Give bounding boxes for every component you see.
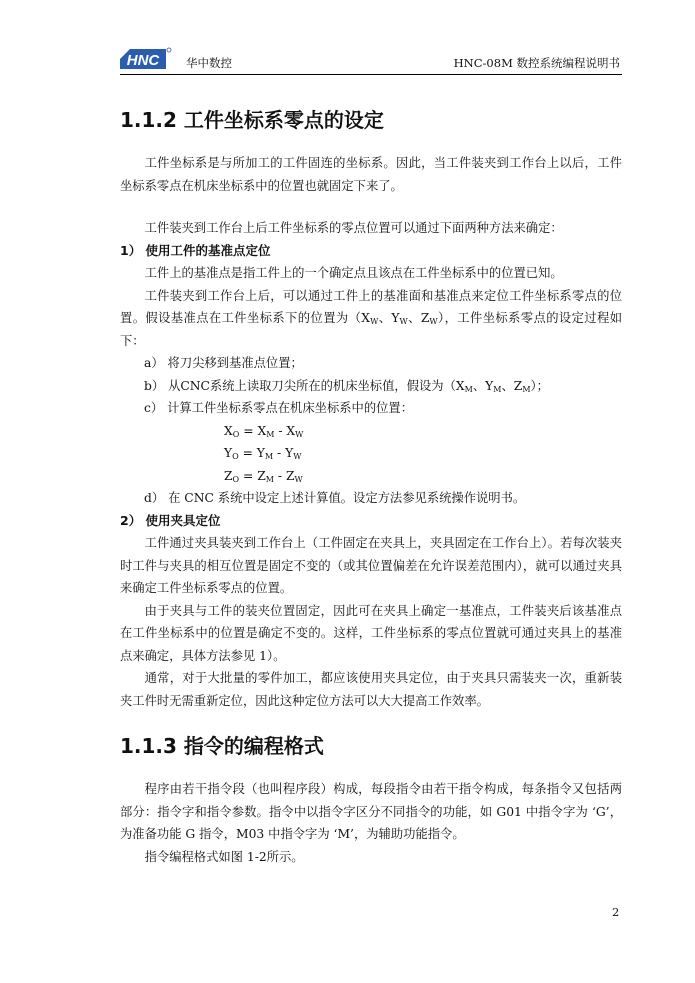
paragraph: 工件上的基准点是指工件上的一个确定点且该点在工件坐标系中的位置已知。 (144, 266, 563, 280)
step-d: d） 在 CNC 系统中设定上述计算值。设定方法参见系统操作说明书。 (144, 491, 526, 505)
section-heading-1-1-2: 1.1.2 工件坐标系零点的设定 (120, 108, 384, 132)
logo-text: HNC (126, 52, 160, 69)
page-header (120, 46, 622, 75)
page-content (120, 96, 622, 868)
section-heading-1-1-3: 1.1.3 指令的编程格式 (120, 734, 324, 758)
paragraph: 工件坐标系是与所加工的工件固连的坐标系。因此，当工件装夹到工作台上以后，工件坐标系零点在机床坐标系中的位置也就固定下来了。 (120, 156, 622, 193)
paragraph: 程序由若干指令段（也叫程序段）构成，每段指令由若干指令构成，每条指令又包括两部分：指令字和指令参数。指令中以指令字区分不同指令的功能，如 G01 中指令字为 ‘G’，为准备功能 G 指令，M03 中指令字为 ‘M’，为辅助功能指令。 (120, 782, 622, 841)
subsection-title: 1） 使用工件的基准点定位 (120, 242, 271, 258)
manual-title: HNC-08M 数控系统编程说明书 (453, 56, 620, 70)
paragraph: 由于夹具与工件的装夹位置固定，因此可在夹具上确定一基准点，工件装夹后该基准点在工件坐标系中的位置是确定不变的。这样，工件坐标系的零点位置就可通过夹具上的基准点来确定，具体方法参见 1）。 (120, 603, 622, 663)
paragraph: 工件装夹到工作台上后，可以通过工件上的基准面和基准点来定位工件坐标系零点的位置。假设基准点在工件坐标系下的位置为（$X_W$、$Y_W$、$Z_W$），工件坐标系零点的设定过程如下： (120, 288, 623, 348)
paragraph: 指令编程格式如图 1-2所示。 (144, 849, 304, 864)
paragraph: 工件通过夹具装夹到工作台上（工件固定在夹具上，夹具固定在工作台上）。若每次装夹时工件与夹具的相互位置是固定不变的（或其位置偏差在允许误差范围内），就可以通过夹具来确定工件坐标系零点的位置。 (120, 536, 622, 595)
company-name: 华中数控 (186, 56, 232, 70)
formula-z: $Z_O = Z_M - Z_W$ (224, 468, 303, 484)
step-a: a） 将刀尖移到基准点位置； (144, 356, 303, 370)
page-number: 2 (612, 905, 620, 919)
hnc-logo-icon (120, 47, 172, 71)
paragraph: 通常，对于大批量的零件加工，都应该使用夹具定位，由于夹具只需装夹一次，重新装夹工件时无需重新定位，因此这种定位方法可以大大提高工作效率。 (120, 671, 622, 708)
paragraph: 工件装夹到工作台上后工件坐标系的零点位置可以通过下面两种方法来确定： (144, 221, 563, 235)
subsection-title: 2） 使用夹具定位 (120, 512, 221, 528)
formula-y: $Y_O = Y_M - Y_W$ (224, 446, 302, 461)
formula-x: $X_O = X_M - X_W$ (224, 423, 304, 439)
step-b: b） 从CNC系统上读取刀尖所在的机床坐标值，假设为（$X_M$、$Y_M$、$Z_M$）； (144, 378, 549, 394)
step-c: c） 计算工件坐标系零点在机床坐标系中的位置： (144, 401, 414, 415)
